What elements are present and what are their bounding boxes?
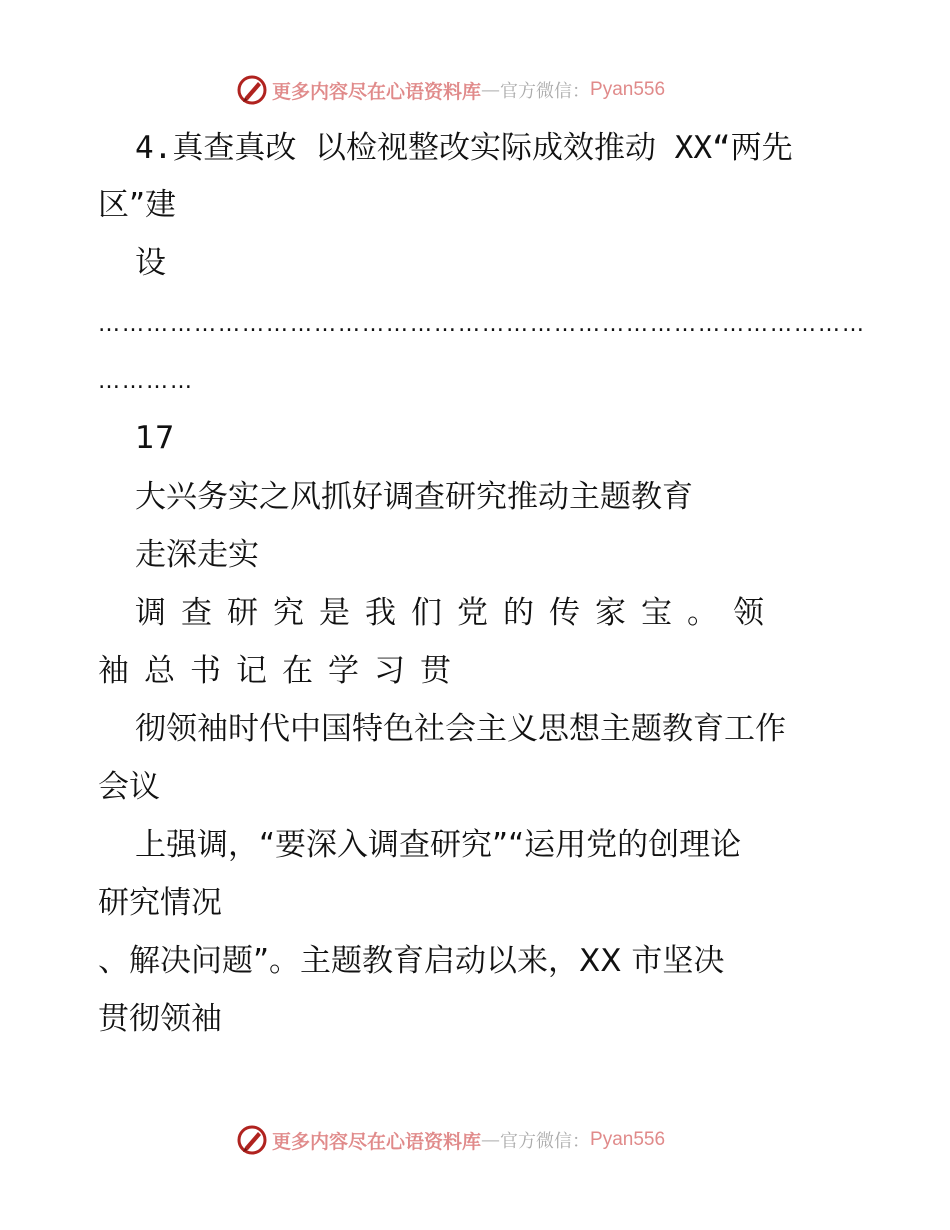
paragraph-line-6: 研究情况 [98,885,222,921]
toc-leader-dots: …………………………………………………………………………………… [98,312,866,337]
pen-logo-icon [236,1124,268,1156]
watermark-separator: — [481,79,501,101]
header-watermark [236,73,665,107]
article-title-line-1: 大兴务实之风抓好调查研究推动主题教育 [135,479,693,515]
footer-watermark [236,1123,665,1157]
watermark-wechat-label: 官方微信： [500,1131,591,1152]
paragraph-line-2: 袖总书记在学习贯 [98,653,466,689]
watermark-separator: — [481,1129,501,1151]
paragraph-line-1: 调查研究是我们党的传家宝。领 [135,595,779,631]
watermark-wechat-label: 官方微信： [500,81,591,102]
toc-leader-dots-continued: ………… [98,369,194,394]
section-heading-line-2: 区”建 [98,187,177,223]
section-heading-line-1: 4.真查真改 以检视整改实际成效推动 XX“两先 [135,130,793,166]
paragraph-line-7: 、解决问题”。主题教育启动以来，XX 市坚决 [98,943,725,979]
watermark-wechat-id: Pyan556 [590,1129,666,1150]
paragraph-line-5: 上强调，“要深入调查研究”“运用党的创理论 [135,827,742,863]
watermark-wechat-id: Pyan556 [590,79,666,100]
toc-page-number: 17 [135,420,175,456]
watermark-title: 更多内容尽在心语资料库 [272,80,482,103]
section-heading-line-3: 设 [135,245,166,281]
paragraph-line-8: 贯彻领袖 [98,1001,222,1037]
pen-logo-icon [236,74,268,106]
paragraph-line-4: 会议 [98,769,160,805]
article-title-line-2: 走深走实 [135,537,259,573]
watermark-title: 更多内容尽在心语资料库 [272,1130,482,1153]
paragraph-line-3: 彻领袖时代中国特色社会主义思想主题教育工作 [135,711,786,747]
